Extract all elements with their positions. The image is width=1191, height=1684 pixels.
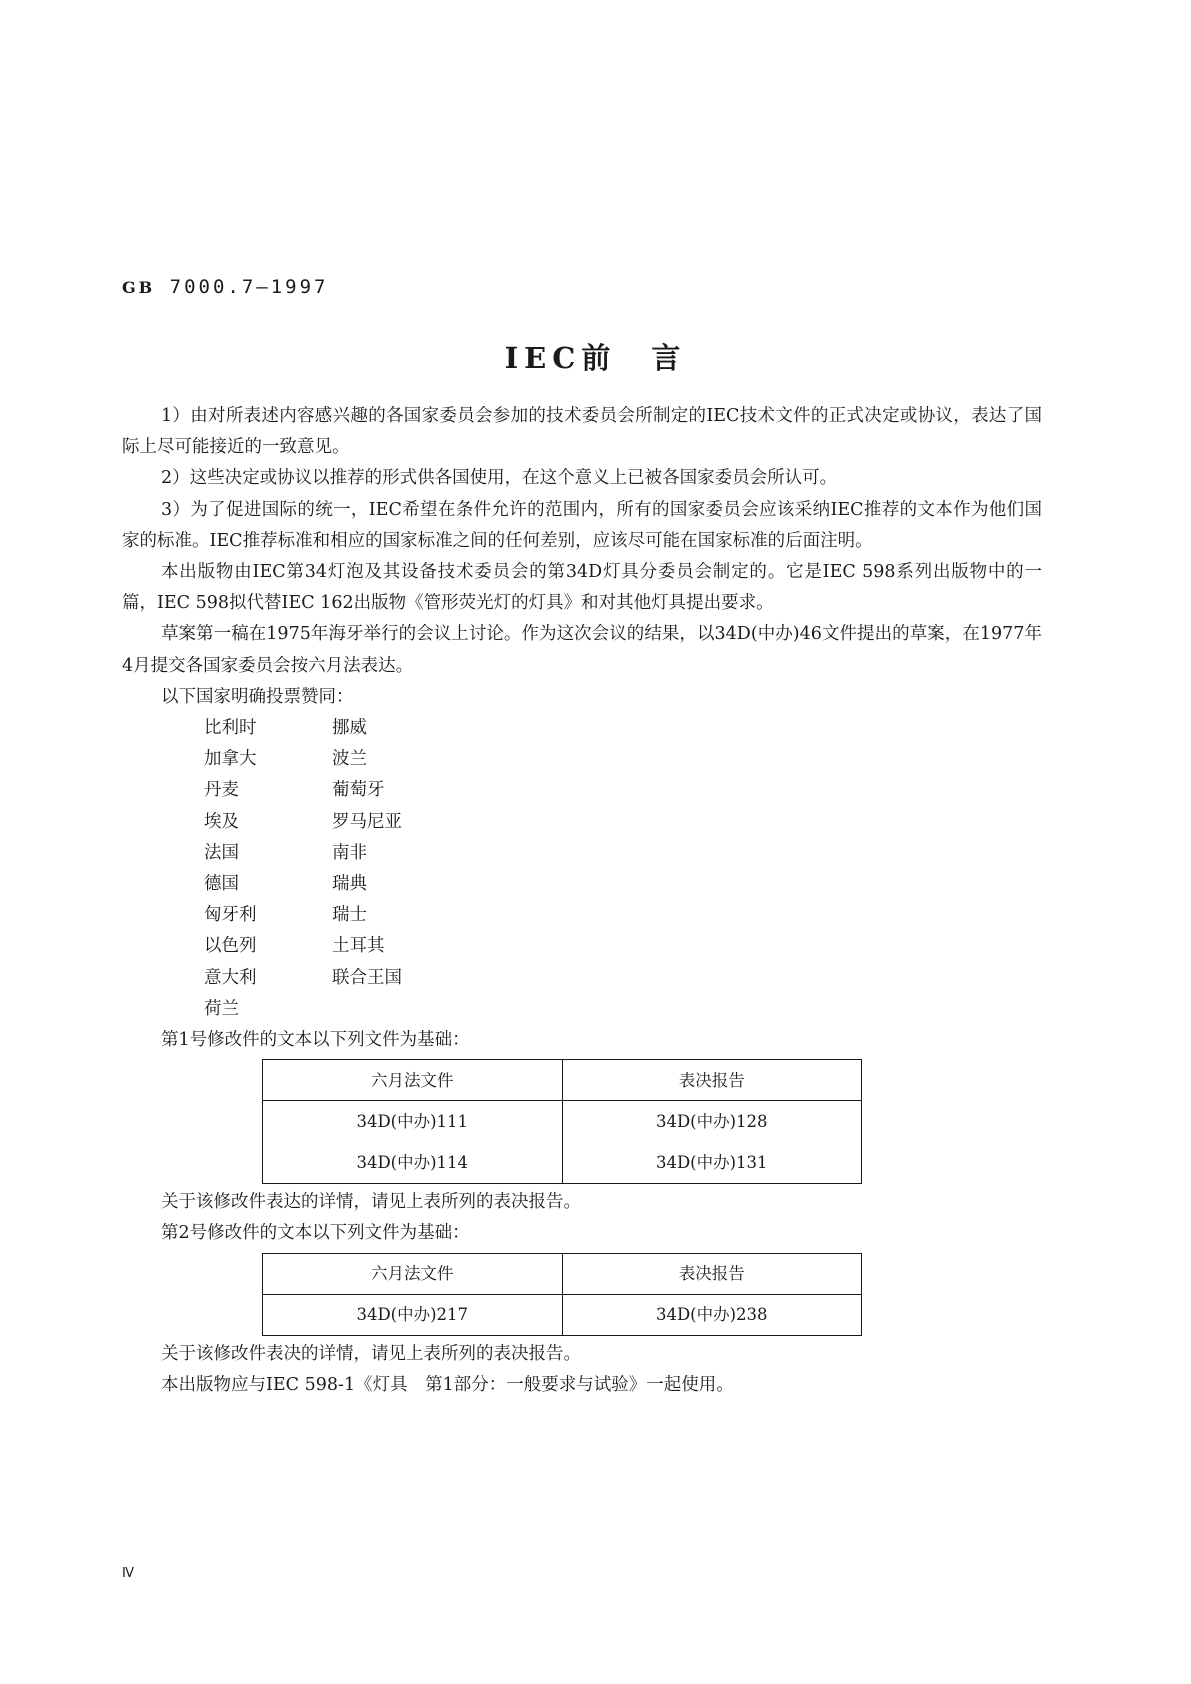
country-item: 联合王国 [332, 967, 402, 988]
table-cell: 34D(中办)114 [263, 1142, 563, 1184]
amendment-1-intro: 第1号修改件的文本以下列文件为基础： [161, 1030, 470, 1051]
country-item: 加拿大 [204, 749, 257, 770]
table-header-row [263, 1060, 862, 1101]
amendment-1-note: 关于该修改件表达的详情，请见上表所列的表决报告。 [161, 1192, 581, 1213]
country-item: 法国 [204, 842, 239, 863]
country-item: 丹麦 [204, 780, 239, 801]
country-item: 土耳其 [332, 936, 385, 957]
country-item: 荷兰 [204, 998, 239, 1019]
country-item: 匈牙利 [204, 905, 257, 926]
table-header-cell: 表决报告 [562, 1253, 862, 1294]
table-cell: 34D(中办)128 [562, 1101, 862, 1143]
document-body [122, 401, 1042, 1401]
closing-paragraph: 本出版物应与IEC 598-1《灯具 第1部分：一般要求与试验》一起使用。 [161, 1374, 734, 1395]
table-cell: 34D(中办)238 [562, 1294, 862, 1335]
table-row [263, 1101, 862, 1143]
table-cell: 34D(中办)217 [263, 1294, 563, 1335]
paragraph-5: 草案第一稿在1975年海牙举行的会议上讨论。作为这次会议的结果，以34D(中办)46文件提出的草案，在1977年4月提交各国家委员会按六月法表达。 [122, 624, 1042, 676]
page-number: Ⅳ [122, 1566, 134, 1581]
country-item: 瑞士 [332, 905, 367, 926]
table-row [263, 1142, 862, 1184]
paragraph-3: 3）为了促进国际的统一，IEC希望在条件允许的范围内，所有的国家委员会应该采纳IEC推荐的文本作为他们国家的标准。IEC推荐标准和相应的国家标准之间的任何差别，应该尽可能在国家标准的后面注明。 [122, 499, 1042, 551]
country-item: 波兰 [332, 749, 367, 770]
country-item: 埃及 [204, 811, 239, 832]
paragraph-4: 本出版物由IEC第34灯泡及其设备技术委员会的第34D灯具分委员会制定的。它是IEC 598系列出版物中的一篇，IEC 598拟代替IEC 162出版物《管形荧光灯的灯具》和对其他灯具提出要求。 [122, 562, 1042, 614]
amendment-2-intro: 第2号修改件的文本以下列文件为基础： [161, 1223, 470, 1244]
table-header-cell: 表决报告 [562, 1060, 862, 1101]
country-item: 葡萄牙 [332, 780, 385, 801]
standard-number: 7000.7—1997 [169, 276, 329, 298]
table-header-cell: 六月法文件 [263, 1253, 563, 1294]
table-header-row [263, 1253, 862, 1294]
country-item: 挪威 [332, 718, 367, 739]
country-list [122, 713, 1042, 1025]
amendment-2-note: 关于该修改件表决的详情，请见上表所列的表决报告。 [161, 1343, 581, 1364]
table-cell: 34D(中办)111 [263, 1101, 563, 1143]
table-header-cell: 六月法文件 [263, 1060, 563, 1101]
amendment-1-table [262, 1059, 862, 1184]
country-item: 德国 [204, 874, 239, 895]
country-item: 以色列 [204, 936, 257, 957]
country-item: 罗马尼亚 [332, 811, 402, 832]
country-item: 瑞典 [332, 874, 367, 895]
country-item: 意大利 [204, 967, 257, 988]
amendment-2-table [262, 1253, 862, 1336]
table-cell: 34D(中办)131 [562, 1142, 862, 1184]
paragraph-1: 1）由对所表述内容感兴趣的各国家委员会参加的技术委员会所制定的IEC技术文件的正式决定或协议，表达了国际上尽可能接近的一致意见。 [122, 406, 1042, 458]
standard-code-header [122, 276, 328, 298]
paragraph-6: 以下国家明确投票赞同： [161, 686, 354, 707]
page-title: IEC前 言 [504, 341, 687, 375]
country-item [332, 994, 452, 1025]
paragraph-2: 2）这些决定或协议以推荐的形式供各国使用，在这个意义上已被各国家委员会所认可。 [161, 468, 838, 489]
standard-prefix: GB [122, 278, 156, 297]
country-item: 比利时 [204, 718, 257, 739]
table-row [263, 1294, 862, 1335]
country-item: 南非 [332, 842, 367, 863]
